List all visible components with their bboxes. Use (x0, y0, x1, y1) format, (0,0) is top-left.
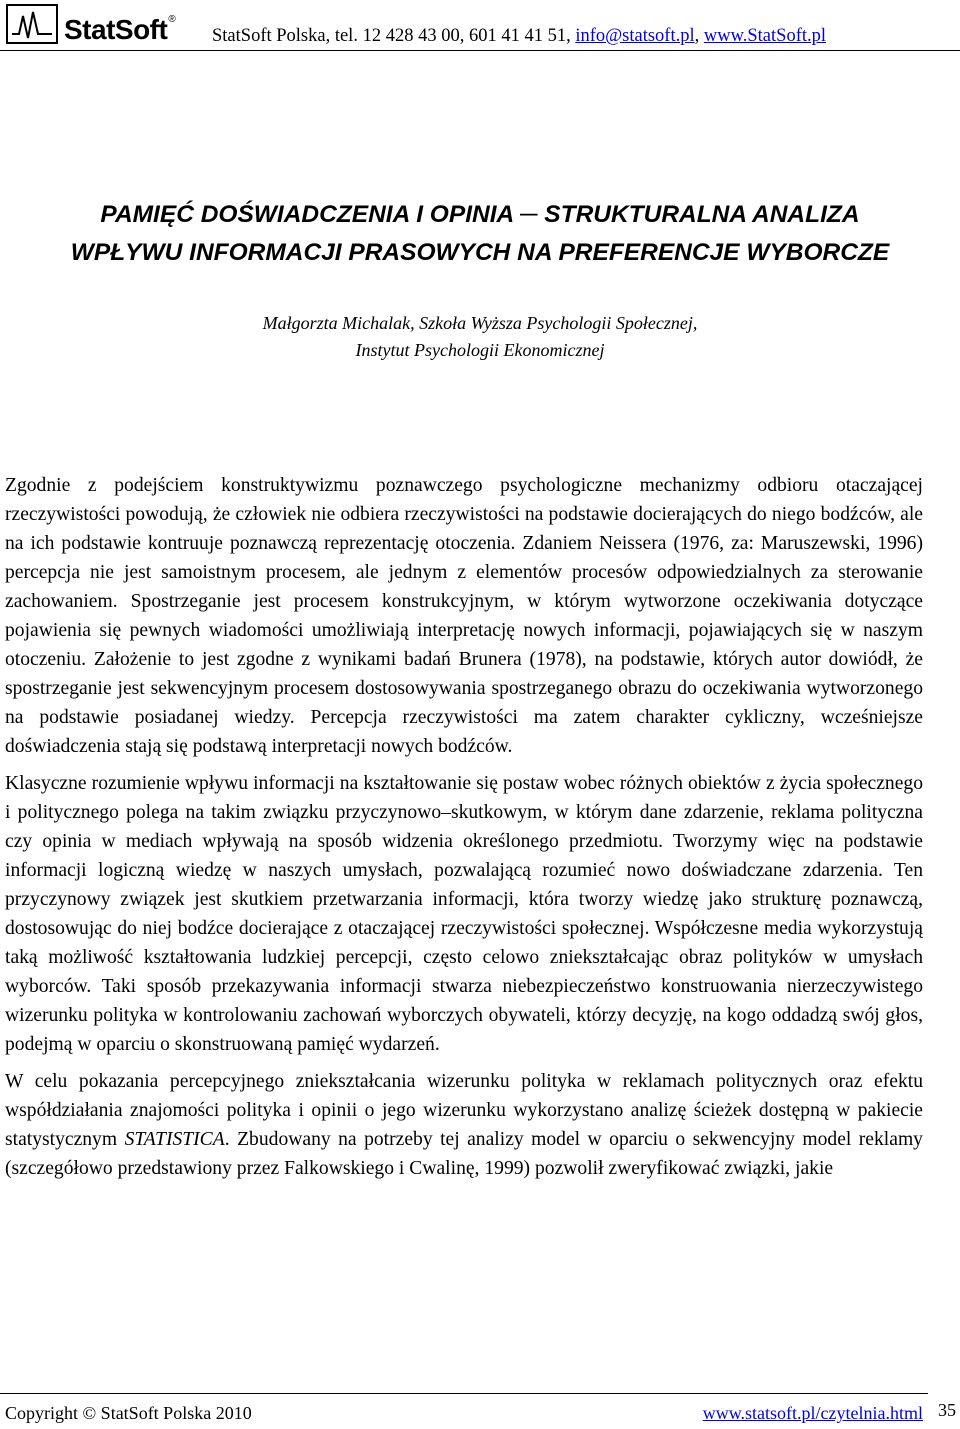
footer-link-wrapper (703, 1403, 923, 1424)
statsoft-logo-text: StatSoft® (64, 14, 176, 45)
footer-copyright: Copyright © StatSoft Polska 2010 (5, 1403, 252, 1423)
title-line-2: WPŁYWU INFORMACJI PRASOWYCH NA PREFERENCJE WYBORCZE (70, 239, 890, 266)
header-contact-text: StatSoft Polska, tel. 12 428 43 00, 601 41 41 51, (212, 26, 571, 46)
author-line-2: Instytut Psychologii Ekonomicznej (355, 340, 605, 360)
paragraph-3: W celu pokazania percepcyjnego zniekształcania wizerunku polityka w reklamach politycznych oraz efektu współdziałania znajomości polityka i opinii o jego wizerunku wykorzystano analizę ścieżek dostępną w pakiecie statystycznym STATISTICA. Zbudowany na potrzeby tej analizy model w oparciu o sekwencyjny model reklamy (szczegółowo przedstawiony przez Falkowskiego i Cwalinę, 1999) pozwolił zweryfikować związki, jakie (5, 1071, 923, 1179)
header-website-link[interactable]: www.StatSoft.pl (703, 26, 827, 46)
title-line-1: PAMIĘĆ DOŚWIADCZENIA I OPINIA ─ STRUKTURALNA ANALIZA (100, 201, 860, 228)
header-contact: StatSoft Polska, tel. 12 428 43 00, 601 41 41 51, info@statsoft.pl, www.StatSoft.pl (212, 26, 827, 46)
footer-divider (0, 1393, 928, 1394)
article-title (0, 196, 960, 272)
page-header (0, 0, 960, 58)
article-body (5, 471, 923, 1191)
page-number: 35 (938, 1400, 956, 1420)
statistica-product-name: STATISTICA (124, 1129, 225, 1150)
statsoft-logo-icon (6, 4, 58, 44)
header-email-link[interactable]: info@statsoft.pl (575, 26, 695, 46)
author-affiliation (0, 310, 960, 364)
header-divider (0, 50, 960, 51)
author-line-1: Małgorzta Michalak, Szkoła Wyższa Psychologii Społecznej, (262, 313, 698, 333)
paragraph-2: Klasyczne rozumienie wpływu informacji na kształtowanie się postaw wobec różnych obiektów z życia społecznego i politycznego polega na takim związku przyczynowo–skutkowym, w którym dane zdarzenie, reklama polityczna czy opinia w mediach wpływają na sposób widzenia określonego przedmiotu. Tworzymy więc na podstawie informacji logiczną wiedzę w naszych umysłach, pozwalającą rozumieć nowo doświadczane zdarzenia. Ten przyczynowy związek jest skutkiem przetwarzania informacji, która tworzy wiedzę jako strukturę poznawczą, dostosowując do niej bodźce docierające z otaczającej rzeczywistości społecznej. Współczesne media wykorzystują taką możliwość kształtowania ludzkiej percepcji, często celowo zniekształcając obraz polityków w umysłach wyborców. Taki sposób przekazywania informacji stwarza niebezpieczeństwo konstruowania nierzeczywistego wizerunku polityka w kontrolowaniu zachowań wyborczych obywateli, którzy decyzję, na kogo oddadzą swój głos, podejmą w oparciu o skonstruowaną pamięć wydarzeń. (5, 773, 923, 1055)
paragraph-1: Zgodnie z podejściem konstruktywizmu poznawczego psychologiczne mechanizmy odbioru otaczającej rzeczywistości powodują, że człowiek nie odbiera rzeczywistości na podstawie docierających do niego bodźców, ale na ich podstawie kontruuje poznawczą reprezentację otoczenia. Zdaniem Neissera (1976, za: Maruszewski, 1996) percepcja nie jest samoistnym procesem, ale jednym z elementów procesów odpowiedzialnych za sterowanie zachowaniem. Spostrzeganie jest procesem konstrukcyjnym, w którym wytworzone oczekiwania dotyczące pojawienia się pewnych wiadomości umożliwiają interpretację nowych informacji, pojawiających się w naszym otoczeniu. Założenie to jest zgodne z wynikami badań Brunera (1978), na podstawie, których autor dowiódł, że spostrzeganie jest sekwencyjnym procesem dostosowywania spostrzeganego obrazu do oczekiwania wytworzonego na podstawie posiadanej wiedzy. Percepcja rzeczywistości ma zatem charakter cykliczny, wcześniejsze doświadczenia stają się podstawą interpretacji nowych bodźców. (5, 475, 923, 757)
footer-reading-room-link[interactable]: www.statsoft.pl/czytelnia.html (702, 1403, 923, 1423)
